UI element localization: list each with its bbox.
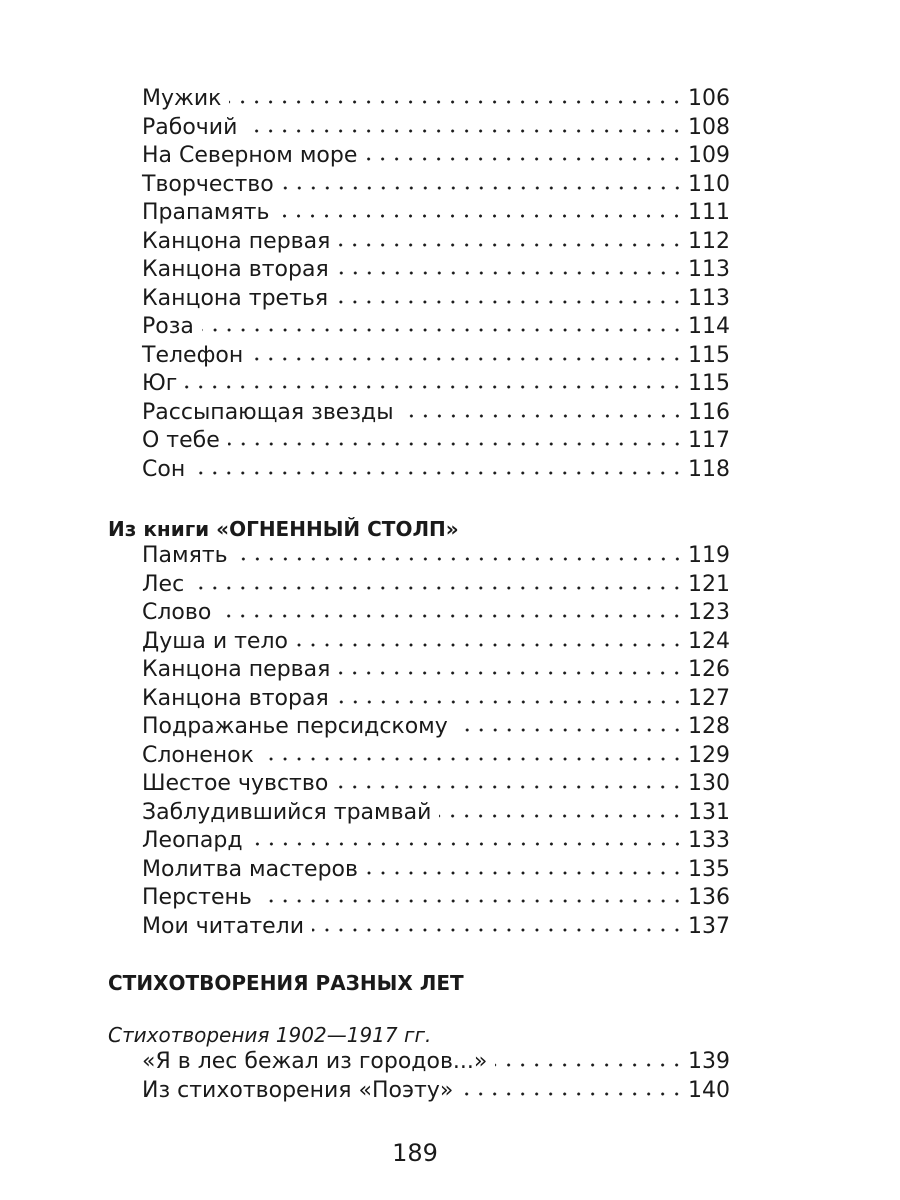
toc-entry [142,367,730,397]
entry-title: О тебе [142,428,220,453]
entry-title: Молитва мастеров [142,857,358,882]
toc-entry [142,881,730,911]
dot-leader [202,326,684,334]
entry-title: Канцона вторая [142,686,329,711]
entry-title: Подражанье персидскому [142,714,448,739]
toc-entry [142,568,730,598]
entry-page-number: 137 [688,914,730,939]
toc-entry [142,453,730,483]
entry-page-number: 123 [688,600,730,625]
entry-page-number: 114 [688,314,730,339]
entry-page-number: 110 [688,172,730,197]
toc-entry [142,796,730,826]
toc-entry [142,339,730,369]
entry-title: Слоненок [142,743,254,768]
entry-title: Мужик [142,86,222,111]
dot-leader [338,669,684,677]
entry-page-number: 133 [688,828,730,853]
toc-entry [142,539,730,569]
dot-leader [365,155,684,163]
toc-entry [142,824,730,854]
dot-leader [251,355,684,363]
entry-title: Перстень [142,885,252,910]
entry-page-number: 126 [688,657,730,682]
entry-title: Лес [142,572,185,597]
toc-entry [142,253,730,283]
dot-leader [260,897,684,905]
entry-title: Память [142,543,228,568]
entry-page-number: 139 [688,1049,730,1074]
entry-title: Слово [142,600,212,625]
toc-entry [142,310,730,340]
entry-page-number: 117 [688,428,730,453]
entry-title: Роза [142,314,194,339]
entry-title: Телефон [142,343,244,368]
dot-leader [337,269,684,277]
entry-title: Сон [142,457,186,482]
dot-leader [336,783,684,791]
toc-entry [142,396,730,426]
entry-title: Канцона третья [142,286,329,311]
toc-entry [142,853,730,883]
toc-entry [142,225,730,255]
dot-leader [456,726,684,734]
entry-page-number: 121 [688,572,730,597]
toc-entry [142,682,730,712]
dot-leader [312,926,684,934]
entry-title: Канцона первая [142,229,331,254]
dot-leader [245,127,684,135]
entry-title: Из стихотворения «Поэту» [142,1078,454,1103]
dot-leader [296,641,684,649]
entry-title: Прапамять [142,200,270,225]
dot-leader [495,1061,684,1069]
toc-entry [142,168,730,198]
entry-page-number: 115 [688,343,730,368]
toc-entry [142,739,730,769]
entry-page-number: 113 [688,257,730,282]
entry-page-number: 131 [688,800,730,825]
entry-page-number: 109 [688,143,730,168]
entry-page-number: 130 [688,771,730,796]
dot-leader [236,555,684,563]
toc-entry [142,424,730,454]
toc-entry [142,767,730,797]
toc-entry [142,196,730,226]
entry-page-number: 116 [688,400,730,425]
dot-leader [193,469,684,477]
toc-entry [142,653,730,683]
toc-entry [142,596,730,626]
dot-leader [366,869,684,877]
toc-entry [142,1045,730,1075]
dot-leader [402,412,684,420]
entry-title: Канцона вторая [142,257,329,282]
dot-leader [282,184,684,192]
dot-leader [192,584,684,592]
toc-entry [142,111,730,141]
toc-entry [142,910,730,940]
toc-entry [142,710,730,740]
toc-entry [142,139,730,169]
entry-title: Душа и тело [142,629,288,654]
section-heading: Из книги «ОГНЕННЫЙ СТОЛП» [108,517,459,541]
entry-title: Леопард [142,828,243,853]
toc-entry [142,82,730,112]
entry-page-number: 136 [688,885,730,910]
page-number: 189 [392,1139,438,1167]
entry-title: Рассыпающая звезды [142,400,394,425]
entry-title: «Я в лес бежал из городов...» [142,1049,488,1074]
entry-page-number: 108 [688,115,730,140]
dot-leader [229,98,684,106]
dot-leader [228,440,684,448]
entry-page-number: 124 [688,629,730,654]
dot-leader [461,1090,684,1098]
entry-title: Юг [142,371,178,396]
entry-title: Творчество [142,172,274,197]
entry-page-number: 118 [688,457,730,482]
entry-title: Рабочий [142,115,238,140]
subsection-heading: Стихотворения 1902—1917 гг. [108,1023,432,1047]
dot-leader [262,755,684,763]
entry-page-number: 113 [688,286,730,311]
entry-page-number: 135 [688,857,730,882]
dot-leader [251,840,684,848]
entry-title: Мои читатели [142,914,305,939]
entry-title: Канцона первая [142,657,331,682]
entry-page-number: 128 [688,714,730,739]
toc-entry [142,1074,730,1104]
entry-page-number: 112 [688,229,730,254]
dot-leader [277,212,684,220]
dot-leader [185,383,684,391]
dot-leader [219,612,684,620]
entry-page-number: 111 [688,200,730,225]
dot-leader [338,241,684,249]
entry-page-number: 129 [688,743,730,768]
toc-entry [142,282,730,312]
dot-leader [337,698,684,706]
entry-page-number: 106 [688,86,730,111]
entry-page-number: 115 [688,371,730,396]
entry-page-number: 127 [688,686,730,711]
toc-entry [142,625,730,655]
entry-page-number: 119 [688,543,730,568]
dot-leader [439,812,684,820]
entry-title: На Северном море [142,143,358,168]
entry-page-number: 140 [688,1078,730,1103]
dot-leader [336,298,684,306]
entry-title: Заблудившийся трамвай [142,800,432,825]
entry-title: Шестое чувство [142,771,329,796]
section-heading: СТИХОТВОРЕНИЯ РАЗНЫХ ЛЕТ [108,971,464,995]
